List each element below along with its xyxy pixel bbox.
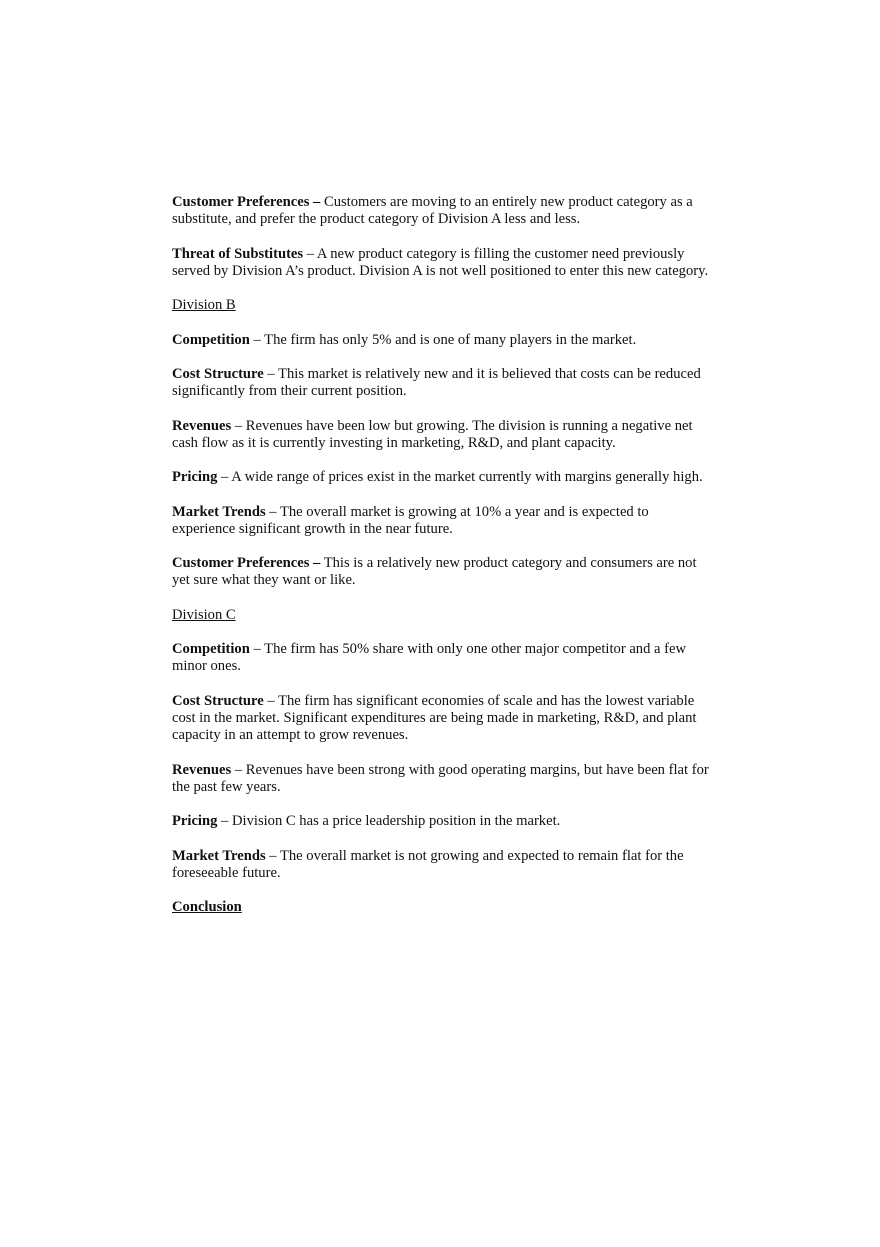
term-text: – The firm has only 5% and is one of many players in the market. bbox=[249, 331, 637, 348]
term-label: Threat of Substitutes bbox=[172, 245, 304, 262]
division-c-heading: Division C bbox=[172, 606, 236, 623]
term-label: Cost Structure bbox=[172, 692, 264, 709]
term-label: Customer Preferences – bbox=[172, 555, 321, 572]
division-b-market-trends bbox=[172, 504, 712, 538]
term-label: Pricing bbox=[172, 813, 218, 830]
division-c-cost-structure bbox=[172, 693, 712, 745]
division-b-competition bbox=[172, 332, 712, 349]
term-text: – The overall market is growing at 10% a year and is expected to experience significant growth in the near future. bbox=[172, 503, 649, 537]
term-text: – A new product category is filling the customer need previously served by Division A’s product. Division A is not well positioned to enter this new category. bbox=[172, 245, 709, 279]
division-b-customer-preferences bbox=[172, 555, 712, 589]
term-label: Market Trends bbox=[172, 847, 266, 864]
division-c-market-trends bbox=[172, 848, 712, 882]
division-c-competition bbox=[172, 641, 712, 675]
term-text: – The firm has significant economies of scale and has the lowest variable cost in the market. Significant expenditures are being made in marketing, R&D, and plant capacity in an attempt to grow revenues. bbox=[172, 692, 697, 744]
division-c-pricing bbox=[172, 813, 712, 830]
division-c-revenues bbox=[172, 762, 712, 796]
division-a-customer-preferences bbox=[172, 194, 712, 228]
conclusion-heading: Conclusion bbox=[172, 899, 242, 916]
term-text: – Division C has a price leadership position in the market. bbox=[217, 813, 561, 830]
term-text: – The overall market is not growing and expected to remain flat for the foreseeable future. bbox=[172, 847, 684, 881]
division-b-cost-structure bbox=[172, 366, 712, 400]
division-b-revenues bbox=[172, 418, 712, 452]
term-text: Customers are moving to an entirely new product category as a substitute, and prefer the product category of Division A less and less. bbox=[172, 194, 693, 228]
term-text: – The firm has 50% share with only one other major competitor and a few minor ones. bbox=[172, 641, 687, 675]
term-text: – This market is relatively new and it is believed that costs can be reduced significantly from their current position. bbox=[172, 365, 701, 400]
term-label: Revenues bbox=[172, 761, 232, 778]
term-label: Pricing bbox=[172, 469, 218, 486]
term-label: Cost Structure bbox=[172, 365, 264, 382]
division-a-threat-of-substitutes bbox=[172, 246, 712, 280]
term-text: – A wide range of prices exist in the market currently with margins generally high. bbox=[217, 469, 703, 486]
term-text: – Revenues have been low but growing. The division is running a negative net cash flow as it is currently investing in marketing, R&D, and plant capacity. bbox=[172, 417, 693, 451]
term-text: – Revenues have been strong with good operating margins, but have been flat for the past few years. bbox=[172, 761, 709, 795]
term-label: Competition bbox=[172, 331, 250, 348]
term-label: Market Trends bbox=[172, 503, 266, 520]
term-label: Revenues bbox=[172, 417, 232, 434]
term-text: This is a relatively new product category and consumers are not yet sure what they want or like. bbox=[172, 555, 697, 589]
document-body bbox=[172, 194, 712, 933]
term-label: Customer Preferences – bbox=[172, 194, 321, 210]
division-b-pricing bbox=[172, 469, 712, 486]
division-b-heading: Division B bbox=[172, 297, 236, 314]
term-label: Competition bbox=[172, 641, 250, 658]
